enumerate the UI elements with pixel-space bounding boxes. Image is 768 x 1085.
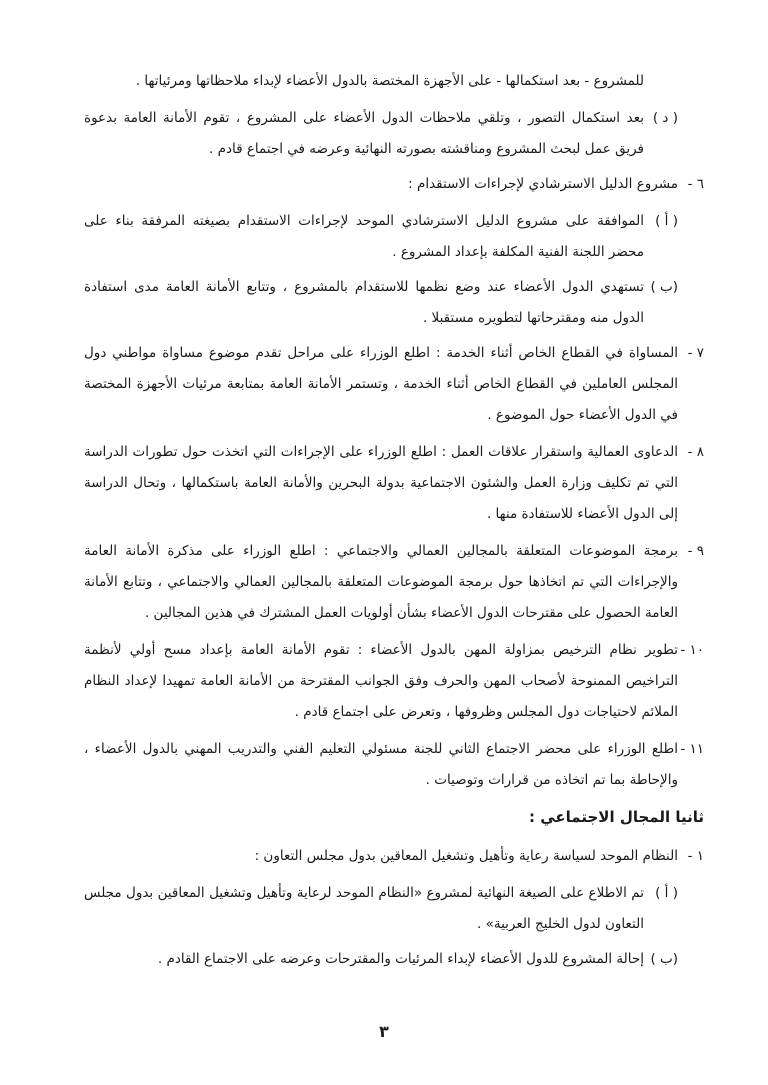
item-number: ٧ - bbox=[687, 345, 704, 361]
item-text: النظام الموحد لسياسة رعاية وتأهيل وتشغيل المعاقين بدول مجلس التعاون : bbox=[254, 848, 678, 864]
item-text: تطوير نظام الترخيص بمزاولة المهن بالدول الأعضاء : تقوم الأمانة العامة بإعداد مسح أولي لأنظمة التراخيص الممنوحة لأصحاب المهن والحرف وفق الجوانب المقترحة من الأمانة العامة تمهيدا لإعداد النظام الملائم لاحتياجات دول المجلس وظروفها ، وتعرض على اجتماع قادم . bbox=[84, 642, 678, 720]
item-number: ١ - bbox=[687, 848, 704, 864]
social-sub-item-a bbox=[84, 878, 678, 940]
item-number: ٩ - bbox=[687, 543, 704, 559]
sub-item-text: بعد استكمال التصور ، وتلقي ملاحظات الدول الأعضاء على المشروع ، تقوم الأمانة العامة بدعوة فريق عمل لبحث المشروع ومناقشته بصورته النهائية وعرضه في اجتماع قادم . bbox=[84, 110, 644, 157]
sub-item-6a bbox=[84, 206, 678, 268]
sub-item-d bbox=[84, 103, 678, 165]
item-number: ١٠ - bbox=[680, 642, 704, 658]
sub-item-label: (ب ) bbox=[650, 951, 678, 967]
continuation-paragraph: للمشروع - بعد استكمالها - على الأجهزة المختصة بالدول الأعضاء لإبداء ملاحظاتها ومرئياتها . bbox=[135, 73, 644, 89]
item-7 bbox=[84, 338, 704, 431]
sub-item-text: تستهدي الدول الأعضاء عند وضع نظمها للاستقدام بالمشروع ، وتتابع الأمانة العامة مدى استفادة الدول منه ومقترحاتها لتطويره مستقبلا . bbox=[84, 279, 644, 326]
item-text: مشروع الدليل الاسترشادي لإجراءات الاستقدام : bbox=[408, 176, 678, 192]
sub-item-label: ( أ ) bbox=[655, 885, 678, 901]
item-9 bbox=[84, 536, 704, 629]
page-number: ٣ bbox=[379, 1022, 389, 1041]
item-text: الدعاوى العمالية واستقرار علاقات العمل : اطلع الوزراء على الإجراءات التي اتخذت حول تطورات الدراسة التي تم تكليف وزارة العمل والشئون الاجتماعية بدولة البحرين والأمانة العامة باستكمالها ، وتحال الدراسة إلى الدول الأعضاء للاستفادة منها . bbox=[84, 444, 678, 522]
document-body bbox=[84, 66, 704, 979]
section-heading: ثانيا المجال الاجتماعي : bbox=[529, 808, 704, 826]
sub-item-label: ( أ ) bbox=[655, 213, 678, 229]
item-text: اطلع الوزراء على محضر الاجتماع الثاني للجنة مسئولي التعليم الفني والتدريب المهني بالدول الأعضاء ، والإحاطة بما تم اتخاذه من قرارات وتوصيات . bbox=[84, 741, 678, 788]
item-number: ٨ - bbox=[687, 444, 704, 460]
sub-item-label: ( د ) bbox=[652, 110, 678, 126]
item-text: برمجة الموضوعات المتعلقة بالمجالين العمالي والاجتماعي : اطلع الوزراء على مذكرة الأمانة العامة والإجراءات التي تم اتخاذها حول برمجة الموضوعات المتعلقة بالمجالين العمالي والاجتماعي ، وتتابع الأمانة العامة الحصول على مقترحات الدول الأعضاء بشأن أولويات العمل المشترك في هذين المجالين . bbox=[84, 543, 678, 621]
item-text: المساواة في القطاع الخاص أثناء الخدمة : اطلع الوزراء على مراحل تقدم موضوع مساواة مواطني دول المجلس العاملين في القطاع الخاص أثناء الخدمة ، وتستمر الأمانة العامة بمتابعة مرئيات الأجهزة المختصة في الدول الأعضاء حول الموضوع . bbox=[84, 345, 678, 423]
item-11 bbox=[84, 734, 704, 796]
item-number: ٦ - bbox=[687, 176, 704, 192]
item-6 bbox=[84, 169, 704, 200]
item-10 bbox=[84, 635, 704, 728]
social-item-1 bbox=[84, 841, 704, 872]
sub-item-text: تم الاطلاع على الصيغة النهائية لمشروع «النظام الموحد لرعاية وتأهيل وتشغيل المعاقين بدول مجلس التعاون لدول الخليج العربية» . bbox=[84, 885, 644, 932]
social-sub-item-b bbox=[84, 944, 678, 975]
item-number: ١١ - bbox=[680, 741, 704, 757]
sub-item-6b bbox=[84, 272, 678, 334]
sub-item-text: الموافقة على مشروع الدليل الاسترشادي الموحد لإجراءات الاستقدام بصيغته المرفقة بناء على محضر اللجنة الفنية المكلفة بإعداد المشروع . bbox=[84, 213, 644, 260]
sub-item-label: (ب ) bbox=[650, 279, 678, 295]
item-8 bbox=[84, 437, 704, 530]
sub-item-text: إحالة المشروع للدول الأعضاء لإبداء المرئيات والمقترحات وعرضه على الاجتماع القادم . bbox=[157, 951, 644, 967]
